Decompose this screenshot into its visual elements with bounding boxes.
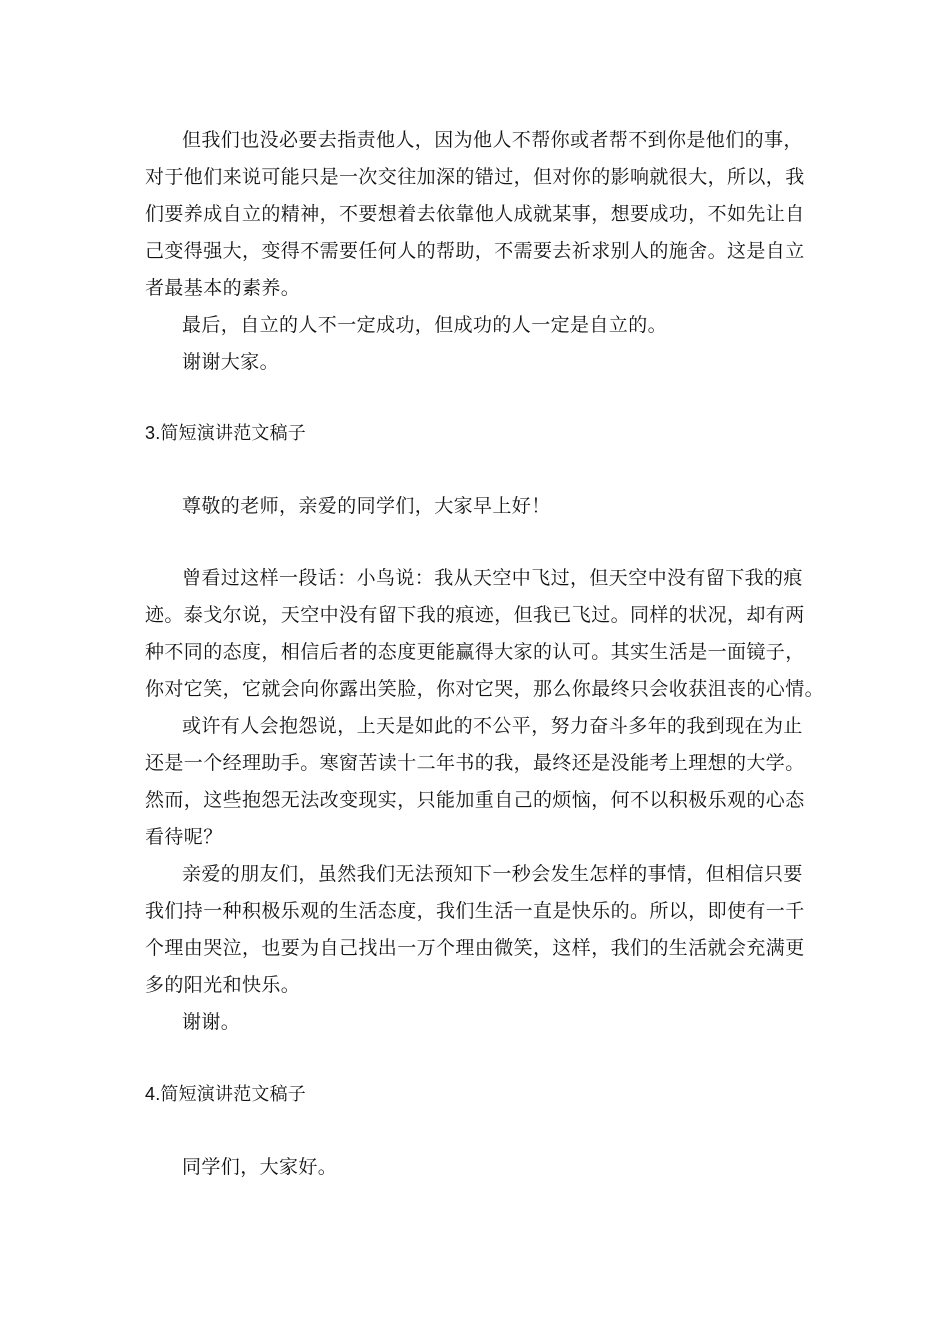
paragraph-line: 谢谢大家。 bbox=[182, 351, 280, 373]
paragraph-line: 对于他们来说可能只是一次交往加深的错过，但对你的影响就很大，所以，我 bbox=[145, 166, 805, 188]
paragraph-line: 谢谢。 bbox=[182, 1011, 241, 1033]
paragraph-line: 曾看过这样一段话：小鸟说：我从天空中飞过，但天空中没有留下我的痕 bbox=[182, 567, 803, 589]
paragraph-line: 或许有人会抱怨说，上天是如此的不公平，努力奋斗多年的我到现在为止 bbox=[182, 715, 803, 737]
paragraph-line: 亲爱的朋友们，虽然我们无法预知下一秒会发生怎样的事情，但相信只要 bbox=[182, 863, 803, 885]
paragraph-line: 己变得强大，变得不需要任何人的帮助，不需要去祈求别人的施舍。这是自立 bbox=[145, 240, 805, 262]
paragraph-line: 尊敬的老师，亲爱的同学们，大家早上好！ bbox=[182, 495, 551, 517]
paragraph-line: 多的阳光和快乐。 bbox=[145, 974, 301, 996]
paragraph-line: 最后，自立的人不一定成功，但成功的人一定是自立的。 bbox=[182, 314, 668, 336]
paragraph-line: 还是一个经理助手。寒窗苦读十二年书的我，最终还是没能考上理想的大学。 bbox=[145, 752, 805, 774]
paragraph-line: 者最基本的素养。 bbox=[145, 277, 301, 299]
paragraph-line: 看待呢？ bbox=[145, 826, 223, 848]
paragraph-line: 们要养成自立的精神，不要想着去依靠他人成就某事，想要成功，不如先让自 bbox=[145, 203, 805, 225]
section-heading: 3.简短演讲范文稿子 bbox=[145, 423, 307, 443]
paragraph-line: 迹。泰戈尔说，天空中没有留下我的痕迹，但我已飞过。同样的状况，却有两 bbox=[145, 604, 805, 626]
paragraph-line: 个理由哭泣，也要为自己找出一万个理由微笑，这样，我们的生活就会充满更 bbox=[145, 937, 805, 959]
section-heading: 4.简短演讲范文稿子 bbox=[145, 1084, 307, 1104]
paragraph-line: 但我们也没必要去指责他人，因为他人不帮你或者帮不到你是他们的事， bbox=[182, 129, 803, 151]
paragraph-line: 你对它笑，它就会向你露出笑脸，你对它哭，那么你最终只会收获沮丧的心情。 bbox=[145, 678, 825, 700]
paragraph-line: 我们持一种积极乐观的生活态度，我们生活一直是快乐的。所以，即使有一千 bbox=[145, 900, 805, 922]
paragraph-line: 然而，这些抱怨无法改变现实，只能加重自己的烦恼，何不以积极乐观的心态 bbox=[145, 789, 805, 811]
paragraph-line: 同学们，大家好。 bbox=[182, 1156, 338, 1178]
paragraph-line: 种不同的态度，相信后者的态度更能赢得大家的认可。其实生活是一面镜子， bbox=[145, 641, 805, 663]
